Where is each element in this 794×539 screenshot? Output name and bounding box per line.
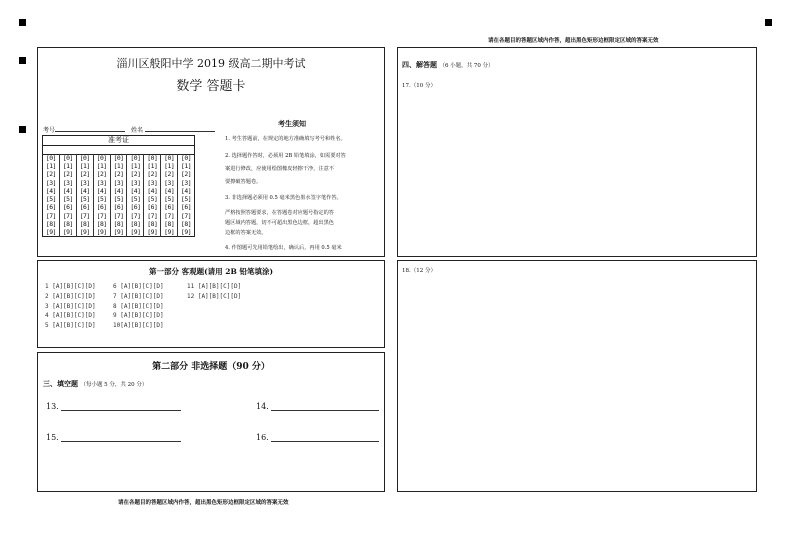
objective-title: 第一部分 客观题(请用 2B 铅笔填涂) — [149, 267, 273, 276]
digit-bubble[interactable]: [6] — [113, 203, 124, 212]
digit-bubble[interactable]: [6] — [96, 203, 107, 212]
objective-question[interactable]: 1 [A][B][C][D] — [45, 283, 96, 290]
digit-bubble[interactable]: [8] — [130, 220, 141, 229]
digit-bubble[interactable]: [2] — [45, 170, 56, 179]
exam-no-label: 考号 — [43, 127, 56, 134]
note-line: 严格按照答题要求，在答题卷对应题号指定的答 — [225, 210, 334, 216]
digit-bubble[interactable]: [2] — [62, 170, 73, 179]
name-field[interactable] — [145, 131, 215, 132]
digit-bubble[interactable]: [5] — [96, 195, 107, 204]
note-line: 2. 选择题作答时，必须用 2B 铅笔填涂，如需要对答 — [225, 153, 346, 159]
digit-bubble[interactable]: [3] — [96, 178, 107, 187]
objective-question[interactable]: 6 [A][B][C][D] — [113, 283, 164, 290]
registration-mark — [19, 57, 26, 64]
digit-bubble[interactable]: [6] — [79, 203, 90, 212]
answer-panel-17[interactable] — [397, 47, 757, 257]
fill-15-label: 15. — [46, 433, 59, 442]
digit-bubble[interactable]: [0] — [62, 153, 73, 162]
notes-title: 考生须知 — [278, 119, 306, 128]
digit-column — [77, 154, 94, 237]
digit-column — [60, 154, 77, 237]
digit-bubble[interactable]: [7] — [147, 211, 158, 220]
digit-bubble[interactable]: [1] — [164, 161, 175, 170]
part2-panel — [37, 352, 385, 492]
q17-label: 17. — [402, 83, 411, 89]
digit-bubble[interactable]: [7] — [130, 211, 141, 220]
objective-question[interactable]: 12 [A][B][C][D] — [187, 293, 242, 300]
digit-bubble[interactable]: [7] — [96, 211, 107, 220]
fill-section-title — [43, 379, 147, 389]
digit-bubble[interactable]: [9] — [79, 228, 90, 237]
digit-bubble[interactable]: [5] — [181, 195, 192, 204]
digit-bubble[interactable]: [1] — [96, 161, 107, 170]
digit-bubble[interactable]: [9] — [62, 228, 73, 237]
note-line: 1. 考生答题前，在规定的地方准确填写考号和姓名。 — [225, 136, 346, 142]
q18-score: （12 分） — [410, 268, 436, 274]
card-title: 数学 答题卡 — [176, 79, 246, 94]
digit-bubble[interactable]: [7] — [164, 211, 175, 220]
digit-bubble[interactable]: [0] — [147, 153, 158, 162]
answer-note: （6 小题，共 70 分） — [439, 63, 494, 69]
digit-bubble[interactable]: [7] — [45, 211, 56, 220]
digit-bubble[interactable]: [6] — [147, 203, 158, 212]
fill-note: （每小题 5 分，共 20 分） — [80, 382, 148, 388]
digit-bubble[interactable]: [7] — [113, 211, 124, 220]
note-line: 3. 非选择题必须用 0.5 毫米黑色墨水签字笔作答。 — [225, 195, 342, 201]
answer-title: 四、解答题 — [402, 60, 437, 69]
digit-bubble[interactable]: [9] — [45, 228, 56, 237]
digit-bubble[interactable]: [3] — [164, 178, 175, 187]
note-line: 要擦破答题卷。 — [225, 179, 262, 185]
digit-bubble[interactable]: [1] — [147, 161, 158, 170]
digit-bubble[interactable]: [4] — [147, 186, 158, 195]
note-line: 4. 作图题可先用铅笔绘出，确认后，再用 0.5 毫米 — [225, 245, 342, 251]
digit-bubble[interactable]: [6] — [130, 203, 141, 212]
fill-16-line[interactable] — [271, 441, 379, 442]
digit-bubble[interactable]: [4] — [181, 186, 192, 195]
footer-note: 请在各题目的答题区域内作答，超出黑色矩形边框限定区域的答案无效 — [118, 500, 289, 506]
digit-columns — [43, 154, 194, 237]
digit-bubble[interactable]: [2] — [113, 170, 124, 179]
digit-bubble[interactable]: [1] — [113, 161, 124, 170]
digit-bubble[interactable]: [5] — [62, 195, 73, 204]
digit-bubble[interactable]: [2] — [130, 170, 141, 179]
fill-13-label: 13. — [46, 402, 59, 411]
objective-question[interactable]: 5 [A][B][C][D] — [45, 322, 96, 329]
digit-bubble[interactable]: [6] — [45, 203, 56, 212]
digit-bubble[interactable]: [4] — [45, 186, 56, 195]
note-line: 题区域内答题，切不可超出黑色边框，超出黑色 — [225, 220, 334, 226]
digit-column — [144, 154, 161, 237]
digit-bubble[interactable]: [2] — [147, 170, 158, 179]
digit-bubble[interactable]: [3] — [62, 178, 73, 187]
digit-bubble[interactable]: [2] — [96, 170, 107, 179]
exam-title: 淄川区般阳中学 2019 级高二期中考试 — [116, 57, 306, 70]
digit-bubble[interactable]: [8] — [113, 220, 124, 229]
digit-bubble[interactable]: [8] — [164, 220, 175, 229]
digit-bubble[interactable]: [2] — [181, 170, 192, 179]
digit-bubble[interactable]: [0] — [181, 153, 192, 162]
digit-bubble[interactable]: [6] — [181, 203, 192, 212]
digit-bubble[interactable]: [4] — [96, 186, 107, 195]
fill-16-label: 16. — [256, 433, 269, 442]
q18-label: 18. — [402, 268, 411, 274]
digit-bubble[interactable]: [9] — [113, 228, 124, 237]
fill-14-label: 14. — [256, 402, 269, 411]
digit-column — [178, 154, 194, 237]
q18-heading — [402, 266, 436, 274]
digit-bubble[interactable]: [4] — [130, 186, 141, 195]
digit-bubble[interactable]: [3] — [130, 178, 141, 187]
objective-question[interactable]: 4 [A][B][C][D] — [45, 312, 96, 319]
digit-bubble[interactable]: [1] — [130, 161, 141, 170]
digit-bubble[interactable]: [6] — [164, 203, 175, 212]
digit-bubble[interactable]: [8] — [45, 220, 56, 229]
digit-bubble[interactable]: [8] — [79, 220, 90, 229]
digit-bubble[interactable]: [5] — [130, 195, 141, 204]
digit-bubble[interactable]: [1] — [62, 161, 73, 170]
digit-bubble[interactable]: [2] — [164, 170, 175, 179]
digit-bubble[interactable]: [5] — [79, 195, 90, 204]
header-note: 请在各题目的答题区域内作答，超出黑色矩形边框限定区域的答案无效 — [488, 38, 659, 44]
digit-bubble[interactable]: [7] — [79, 211, 90, 220]
admission-grid — [42, 135, 195, 237]
fill-14-line[interactable] — [271, 410, 379, 411]
registration-mark — [765, 19, 772, 26]
exam-no-field[interactable] — [55, 131, 125, 132]
digit-bubble[interactable]: [7] — [181, 211, 192, 220]
note-line: 案进行修改，应使用绘图橡皮轻擦干净，注意不 — [225, 166, 334, 172]
objective-question[interactable]: 3 [A][B][C][D] — [45, 303, 96, 310]
digit-bubble[interactable]: [1] — [45, 161, 56, 170]
digit-bubble[interactable]: [9] — [96, 228, 107, 237]
digit-bubble[interactable]: [9] — [130, 228, 141, 237]
objective-question[interactable]: 8 [A][B][C][D] — [113, 303, 164, 310]
part2-title: 第二部分 非选择题（90 分） — [152, 362, 270, 372]
digit-column — [94, 154, 111, 237]
objective-question[interactable]: 11 [A][B][C][D] — [187, 283, 242, 290]
digit-bubble[interactable]: [5] — [164, 195, 175, 204]
digit-bubble[interactable]: [6] — [62, 203, 73, 212]
digit-column — [43, 154, 60, 237]
digit-bubble[interactable]: [0] — [96, 153, 107, 162]
digit-column — [161, 154, 178, 237]
digit-bubble[interactable]: [0] — [130, 153, 141, 162]
digit-bubble[interactable]: [9] — [164, 228, 175, 237]
digit-column — [127, 154, 144, 237]
digit-bubble[interactable]: [1] — [79, 161, 90, 170]
objective-question[interactable]: 2 [A][B][C][D] — [45, 293, 96, 300]
digit-bubble[interactable]: [1] — [181, 161, 192, 170]
digit-bubble[interactable]: [0] — [113, 153, 124, 162]
objective-question[interactable]: 7 [A][B][C][D] — [113, 293, 164, 300]
digit-bubble[interactable]: [7] — [62, 211, 73, 220]
digit-bubble[interactable]: [5] — [147, 195, 158, 204]
digit-bubble[interactable]: [3] — [113, 178, 124, 187]
note-line: 边框的答案无效。 — [225, 230, 267, 236]
q17-score: （10 分） — [410, 83, 436, 89]
digit-bubble[interactable]: [0] — [79, 153, 90, 162]
registration-mark — [19, 126, 26, 133]
digit-bubble[interactable]: [8] — [62, 220, 73, 229]
digit-bubble[interactable]: [9] — [181, 228, 192, 237]
digit-bubble[interactable]: [3] — [79, 178, 90, 187]
registration-mark — [19, 19, 26, 26]
objective-question[interactable]: 10[A][B][C][D] — [113, 322, 164, 329]
name-label: 姓名 — [131, 127, 144, 134]
digit-bubble[interactable]: [0] — [45, 153, 56, 162]
q17-heading — [402, 81, 436, 89]
digit-bubble[interactable]: [4] — [62, 186, 73, 195]
answer-panel-18[interactable] — [397, 260, 757, 492]
digit-bubble[interactable]: [4] — [79, 186, 90, 195]
digit-bubble[interactable]: [3] — [181, 178, 192, 187]
digit-bubble[interactable]: [4] — [164, 186, 175, 195]
digit-bubble[interactable]: [4] — [113, 186, 124, 195]
digit-bubble[interactable]: [5] — [45, 195, 56, 204]
digit-bubble[interactable]: [5] — [113, 195, 124, 204]
digit-bubble[interactable]: [8] — [96, 220, 107, 229]
digit-bubble[interactable]: [3] — [147, 178, 158, 187]
answer-section-title — [402, 60, 494, 70]
digit-column — [111, 154, 128, 237]
admission-label: 准考证 — [43, 136, 194, 146]
digit-bubble[interactable]: [3] — [45, 178, 56, 187]
digit-bubble[interactable]: [0] — [164, 153, 175, 162]
digit-bubble[interactable]: [9] — [147, 228, 158, 237]
fill-13-line[interactable] — [61, 410, 181, 411]
objective-question[interactable]: 9 [A][B][C][D] — [113, 312, 164, 319]
digit-bubble[interactable]: [8] — [147, 220, 158, 229]
digit-bubble[interactable]: [2] — [79, 170, 90, 179]
digit-bubble[interactable]: [8] — [181, 220, 192, 229]
fill-title: 三、填空题 — [43, 379, 78, 388]
fill-15-line[interactable] — [61, 441, 181, 442]
